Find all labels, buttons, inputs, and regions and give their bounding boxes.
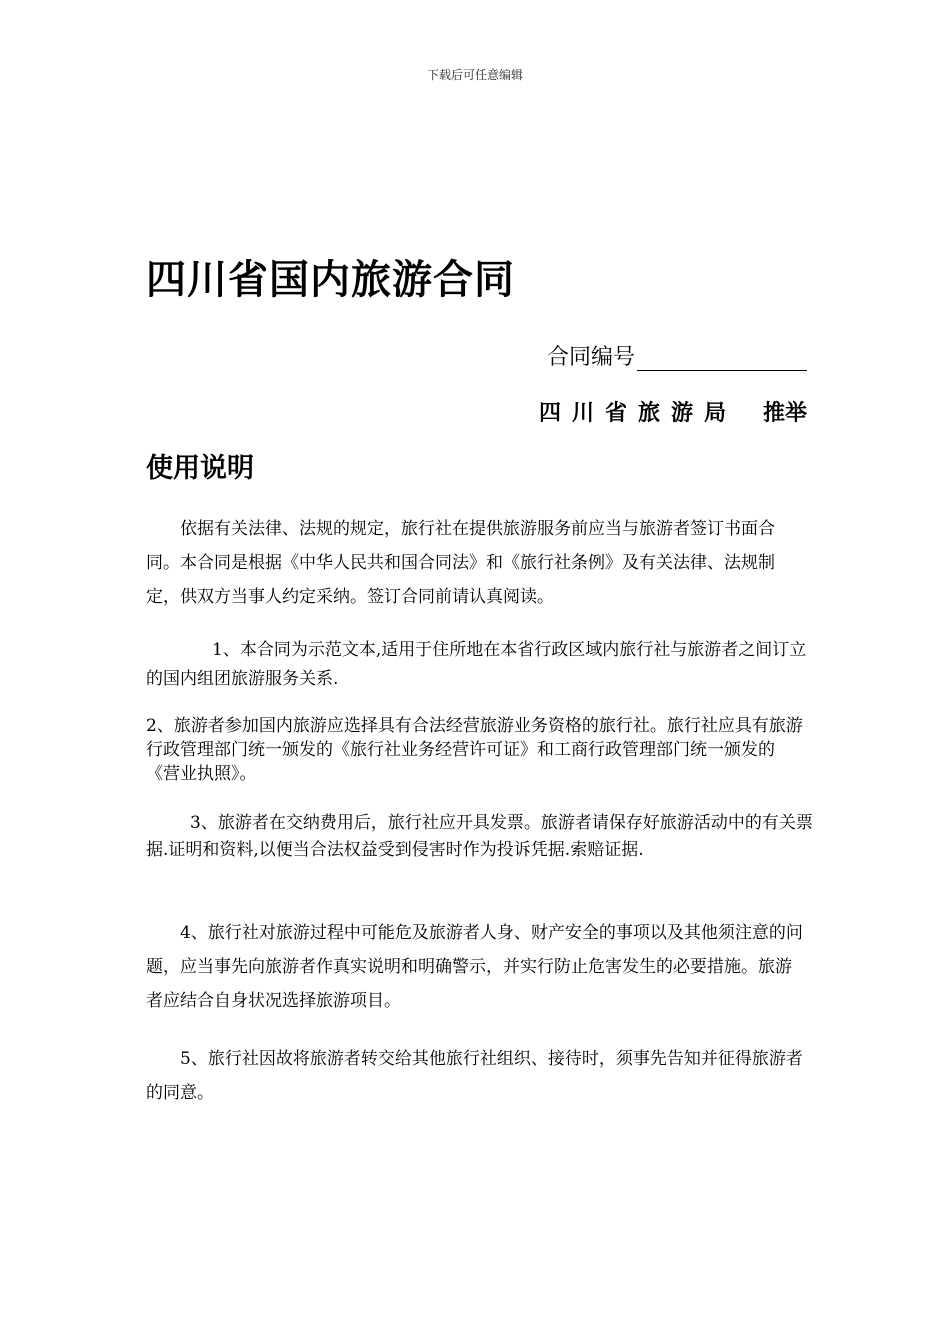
document-title: 四川省国内旅游合同 [146,257,515,303]
list-item: 1、本合同为示范文本,适用于住所地在本省行政区域内旅行社与旅游者之间订立的国内组团旅游服务关系. [146,640,807,689]
list-item: 3、旅游者在交纳费用后，旅行社应开具发票。旅游者请保存好旅游活动中的有关票据.证明和资料,以便当合法权益受到侵害时作为投诉凭据.索赔证据. [146,813,813,860]
section-title: 使用说明 [146,453,254,484]
issuer-action: 推举 [762,401,807,426]
intro-paragraph: 依据有关法律、法规的规定，旅行社在提供旅游服务前应当与旅游者签订书面合同。本合同是根据《中华人民共和国合同法》和《旅行社条例》及有关法律、法规制定，供双方当事人约定采纳。签订合同前请认真阅读。 [146,519,775,607]
issuer-org: 四川省旅游局 [538,401,737,426]
contract-number-line [547,340,807,371]
header-note: 下载后可任意编辑 [426,68,523,82]
list-item: 2、旅游者参加国内旅游应选择具有合法经营旅游业务资格的旅行社。旅行社应具有旅游行政管理部门统一颁发的《旅行社业务经营许可证》和工商行政管理部门统一颁发的《营业执照》。 [146,716,803,784]
list-item: 4、旅行社对旅游过程中可能危及旅游者人身、财产安全的事项以及其他须注意的问题，应当事先向旅游者作真实说明和明确警示，并实行防止危害发生的必要措施。旅游者应结合自身状况选择旅游项目。 [146,923,803,1011]
list-item: 5、旅行社因故将旅游者转交给其他旅行社组织、接待时，须事先告知并征得旅游者的同意。 [146,1049,803,1103]
contract-number-blank [637,346,807,371]
contract-number-label: 合同编号 [546,345,635,370]
issuer-line [539,396,807,427]
